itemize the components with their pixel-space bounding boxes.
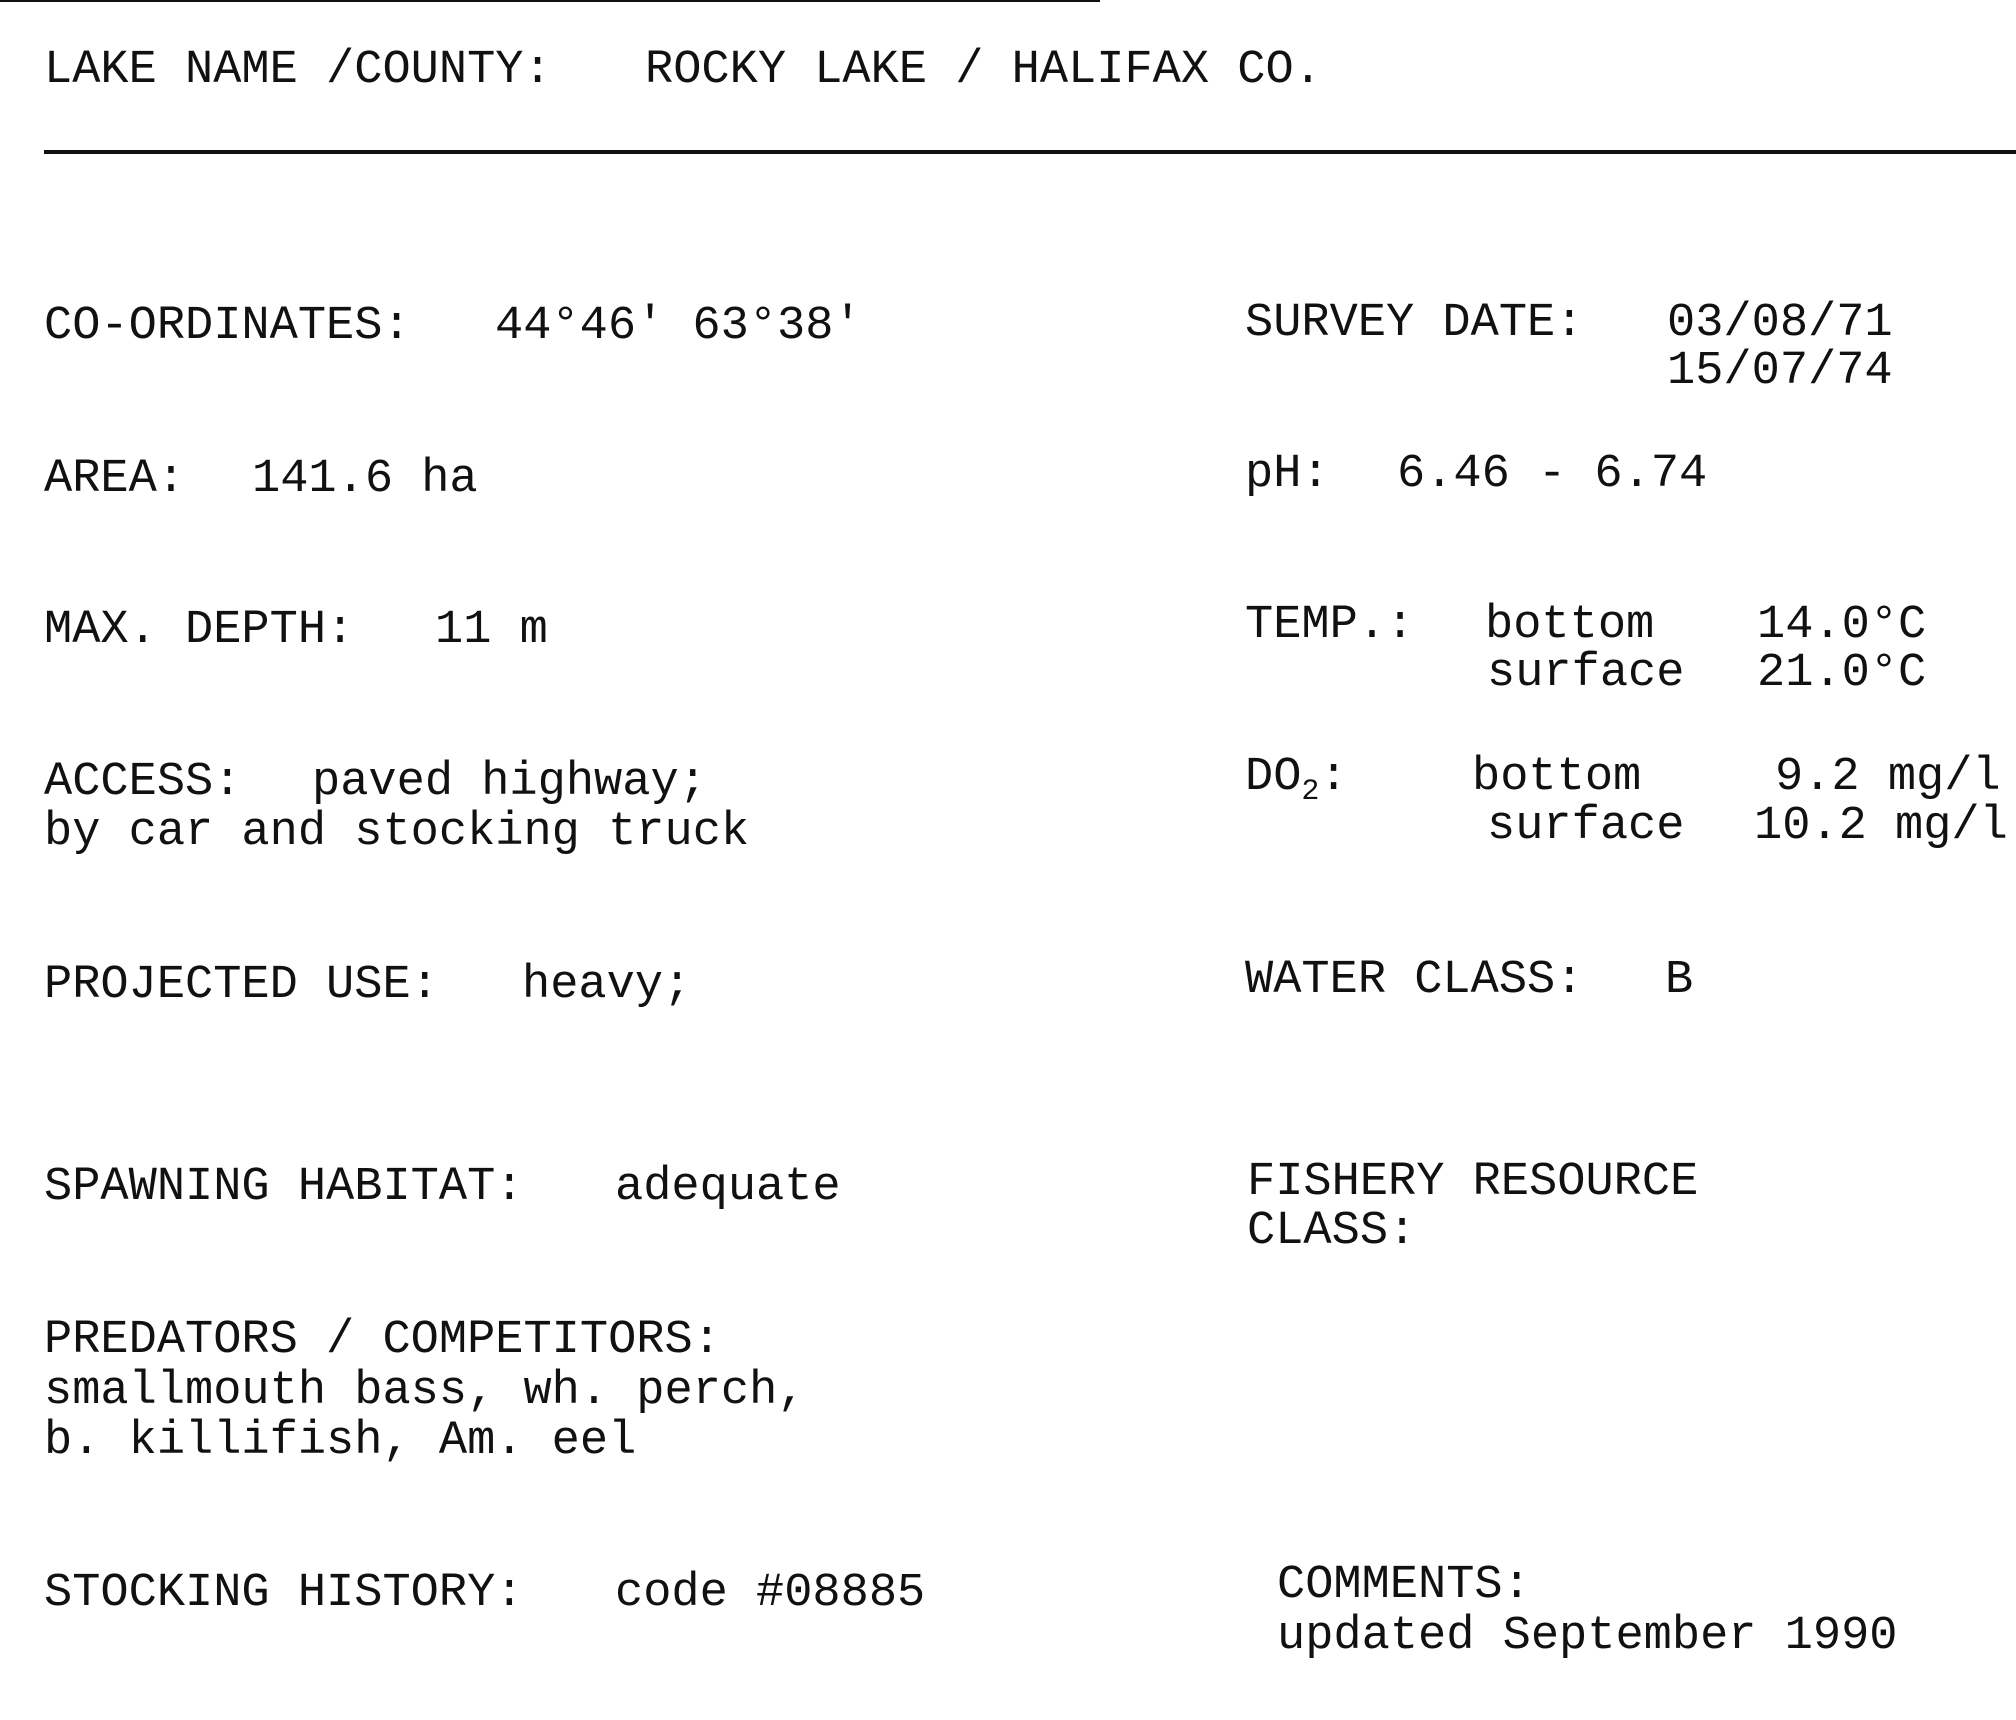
max-depth-label: MAX. DEPTH: <box>44 604 355 657</box>
temp-bottom-label: bottom <box>1485 599 1655 652</box>
survey-date-2: 15/07/74 <box>1667 345 1893 398</box>
projected-use-value: heavy; <box>522 959 692 1012</box>
max-depth-value: 11 m <box>435 604 548 657</box>
do2-label-subscript: 2 <box>1301 775 1320 809</box>
temp-label: TEMP.: <box>1245 599 1415 652</box>
coordinates-value: 44°46' 63°38' <box>495 300 862 353</box>
access-label: ACCESS: <box>44 756 242 809</box>
lake-name-value: ROCKY LAKE / HALIFAX CO. <box>645 44 1322 97</box>
lake-name-label: LAKE NAME /COUNTY: <box>44 44 552 97</box>
area-label: AREA: <box>44 453 186 506</box>
predators-line2: b. killifish, Am. eel <box>44 1415 637 1468</box>
coordinates-label: CO-ORDINATES: <box>44 300 411 353</box>
area-value: 141.6 ha <box>252 453 478 506</box>
do2-surface-value: 10.2 mg/l <box>1754 800 2008 853</box>
spawning-habitat-label: SPAWNING HABITAT: <box>44 1161 524 1214</box>
do2-surface-label: surface <box>1487 800 1685 853</box>
projected-use-label: PROJECTED USE: <box>44 959 439 1012</box>
comments-value: updated September 1990 <box>1277 1610 1898 1663</box>
stocking-history-label: STOCKING HISTORY: <box>44 1567 524 1620</box>
stocking-history-value: code #08885 <box>615 1567 926 1620</box>
survey-date-label: SURVEY DATE: <box>1245 297 1584 350</box>
predators-label: PREDATORS / COMPETITORS: <box>44 1314 721 1367</box>
do2-label <box>1245 751 1348 809</box>
water-class-value: B <box>1665 954 1694 1007</box>
temp-surface-label: surface <box>1487 647 1685 700</box>
predators-line1: smallmouth bass, wh. perch, <box>44 1365 806 1418</box>
survey-date-1: 03/08/71 <box>1667 297 1893 350</box>
ph-value: 6.46 - 6.74 <box>1397 448 1708 501</box>
do2-label-main: DO <box>1245 751 1302 804</box>
access-value-line1: paved highway; <box>312 756 707 809</box>
fishery-class-label-line1: FISHERY RESOURCE <box>1247 1156 1699 1209</box>
do2-label-suffix: : <box>1319 751 1348 804</box>
header-rule <box>44 150 2016 154</box>
top-rule <box>0 0 1100 2</box>
fishery-class-label-line2: CLASS: <box>1247 1205 1417 1258</box>
comments-label: COMMENTS: <box>1277 1559 1531 1612</box>
ph-label: pH: <box>1245 448 1330 501</box>
water-class-label: WATER CLASS: <box>1245 954 1584 1007</box>
spawning-habitat-value: adequate <box>615 1161 841 1214</box>
access-value-line2: by car and stocking truck <box>44 806 750 859</box>
temp-surface-value: 21.0°C <box>1757 647 1927 700</box>
do2-bottom-value: 9.2 mg/l <box>1775 751 2001 804</box>
temp-bottom-value: 14.0°C <box>1757 599 1927 652</box>
do2-bottom-label: bottom <box>1472 751 1642 804</box>
